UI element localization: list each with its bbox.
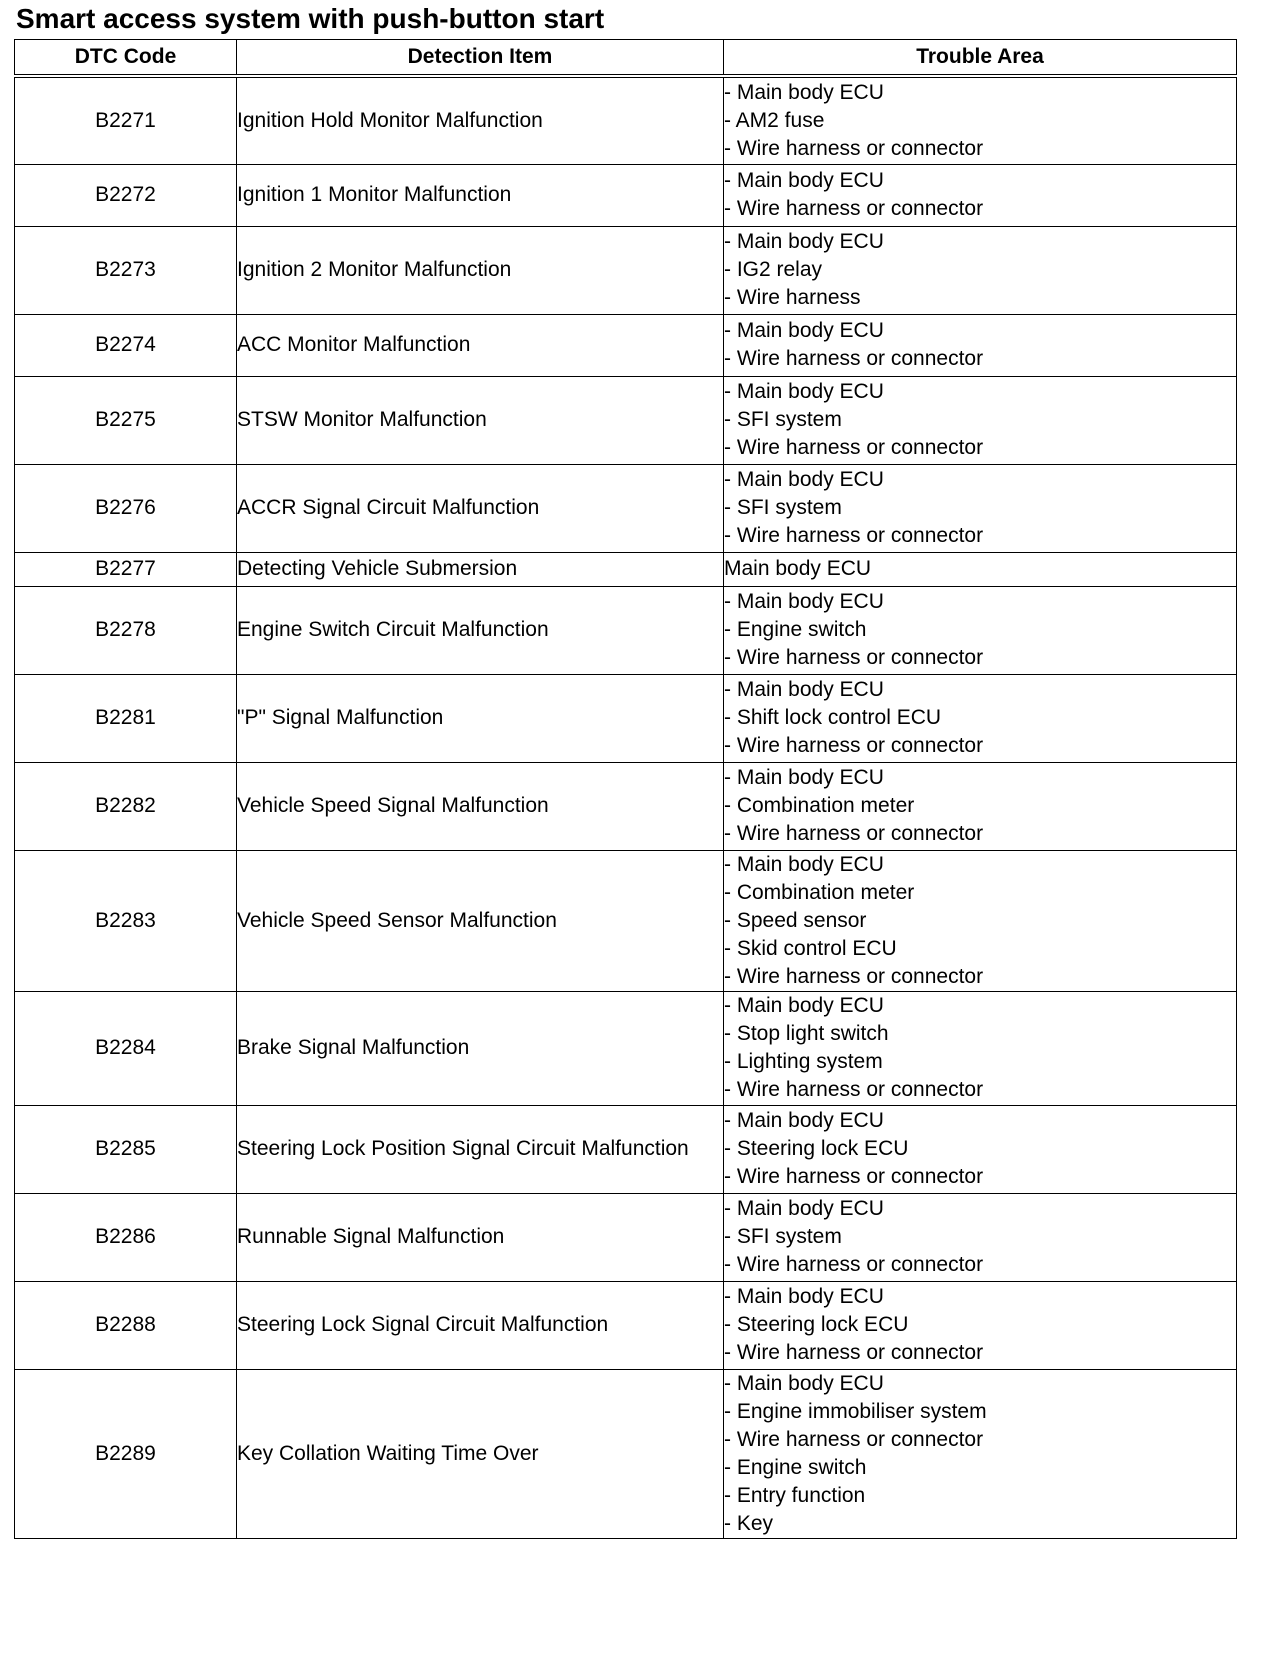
dtc-code-cell: B2271 [15, 76, 237, 164]
trouble-area-item: - SFI system [724, 496, 842, 519]
detection-item-cell: Steering Lock Position Signal Circuit Malfunction [237, 1105, 724, 1193]
trouble-area-item: - Main body ECU [724, 678, 884, 701]
trouble-area-item: - Wire harness or connector [724, 1253, 984, 1276]
detection-item-cell: ACCR Signal Circuit Malfunction [237, 464, 724, 552]
dtc-code-cell: B2278 [15, 586, 237, 674]
trouble-area-item: - Entry function [724, 1483, 866, 1507]
detection-item-cell: Ignition Hold Monitor Malfunction [237, 76, 724, 164]
detection-item-cell: Ignition 2 Monitor Malfunction [237, 226, 724, 314]
table-row [15, 552, 1237, 586]
trouble-area-item: - Wire harness or connector [724, 964, 984, 988]
table-row [15, 762, 1237, 850]
trouble-area-item: - Main body ECU [724, 766, 884, 789]
table-row [15, 76, 1237, 164]
detection-item-cell: Steering Lock Signal Circuit Malfunction [237, 1281, 724, 1369]
trouble-area-cell [724, 674, 1237, 762]
table-row [15, 1193, 1237, 1281]
trouble-area-item: - Combination meter [724, 880, 915, 904]
trouble-area-item: - Wire harness or connector [724, 1165, 984, 1188]
trouble-area-cell [724, 1369, 1237, 1538]
table-row [15, 586, 1237, 674]
trouble-area-item: - IG2 relay [724, 258, 823, 281]
trouble-area-item: - Wire harness or connector [724, 1427, 984, 1451]
detection-item-cell: ACC Monitor Malfunction [237, 314, 724, 376]
trouble-area-item: - Steering lock ECU [724, 1313, 909, 1336]
trouble-area-item: - Combination meter [724, 794, 915, 817]
trouble-area-item: - SFI system [724, 408, 842, 431]
dtc-code-cell: B2281 [15, 674, 237, 762]
trouble-area-item: - Key [724, 1511, 774, 1535]
trouble-area-item: - Main body ECU [724, 380, 884, 403]
trouble-area-item: - Skid control ECU [724, 936, 897, 960]
trouble-area-cell [724, 464, 1237, 552]
trouble-area-cell [724, 552, 1237, 586]
detection-item-cell: "P" Signal Malfunction [237, 674, 724, 762]
header-detection-item: Detection Item [237, 40, 724, 77]
trouble-area-item: - Wire harness or connector [724, 734, 984, 757]
trouble-area-cell [724, 226, 1237, 314]
trouble-area-item: - Main body ECU [724, 994, 884, 1017]
trouble-area-item: - Main body ECU [724, 1109, 884, 1132]
table-row [15, 1369, 1237, 1538]
trouble-area-cell [724, 1105, 1237, 1193]
trouble-area-list [724, 1195, 1236, 1279]
trouble-area-list [724, 676, 1236, 760]
trouble-area-item: - Engine switch [724, 1455, 867, 1479]
trouble-area-cell [724, 762, 1237, 850]
trouble-area-item: - Main body ECU [724, 1285, 884, 1308]
trouble-area-item: - Main body ECU [724, 852, 884, 876]
table-row [15, 464, 1237, 552]
trouble-area-list [724, 588, 1236, 672]
trouble-area-list [724, 555, 1236, 583]
trouble-area-item: - Wire harness [724, 286, 861, 309]
detection-item-cell: Vehicle Speed Signal Malfunction [237, 762, 724, 850]
trouble-area-item: - Wire harness or connector [724, 524, 984, 547]
trouble-area-item: - Main body ECU [724, 1371, 884, 1395]
detection-item-cell: Vehicle Speed Sensor Malfunction [237, 850, 724, 991]
trouble-area-item: - SFI system [724, 1225, 842, 1248]
header-dtc-code: DTC Code [15, 40, 237, 77]
trouble-area-cell [724, 850, 1237, 991]
trouble-area-list [724, 228, 1236, 312]
detection-item-cell: Brake Signal Malfunction [237, 991, 724, 1105]
trouble-area-list [724, 764, 1236, 848]
trouble-area-item: - Main body ECU [724, 468, 884, 491]
trouble-area-item: - Wire harness or connector [724, 1341, 984, 1364]
dtc-code-cell: B2272 [15, 164, 237, 226]
trouble-area-item: - Main body ECU [724, 1197, 884, 1220]
trouble-area-list [724, 992, 1236, 1104]
trouble-area-item: - Main body ECU [724, 319, 884, 342]
dtc-code-cell: B2275 [15, 376, 237, 464]
trouble-area-item: - Wire harness or connector [724, 822, 984, 845]
detection-item-cell: Runnable Signal Malfunction [237, 1193, 724, 1281]
table-row [15, 1281, 1237, 1369]
trouble-area-list [724, 79, 1236, 163]
trouble-area-cell [724, 1281, 1237, 1369]
table-row [15, 164, 1237, 226]
trouble-area-cell [724, 76, 1237, 164]
header-trouble-area: Trouble Area [724, 40, 1237, 77]
table-row [15, 376, 1237, 464]
trouble-area-list [724, 1283, 1236, 1367]
dtc-code-cell: B2282 [15, 762, 237, 850]
trouble-area-item: - Main body ECU [724, 80, 884, 104]
trouble-area-cell [724, 314, 1237, 376]
dtc-code-cell: B2284 [15, 991, 237, 1105]
dtc-table [14, 39, 1237, 1539]
detection-item-cell: STSW Monitor Malfunction [237, 376, 724, 464]
table-header-row [15, 40, 1237, 77]
table-row [15, 674, 1237, 762]
trouble-area-list [724, 1107, 1236, 1191]
dtc-code-cell: B2276 [15, 464, 237, 552]
dtc-code-cell: B2274 [15, 314, 237, 376]
trouble-area-item: - Stop light switch [724, 1022, 889, 1045]
dtc-code-cell: B2283 [15, 850, 237, 991]
page-title: Smart access system with push-button start [16, 3, 605, 34]
trouble-area-list [724, 317, 1236, 373]
table-body [15, 76, 1237, 1538]
dtc-code-cell: B2286 [15, 1193, 237, 1281]
trouble-area-item: Main body ECU [724, 557, 872, 580]
detection-item-cell: Key Collation Waiting Time Over [237, 1369, 724, 1538]
dtc-code-cell: B2273 [15, 226, 237, 314]
trouble-area-item: - Engine switch [724, 618, 867, 641]
trouble-area-cell [724, 586, 1237, 674]
dtc-code-cell: B2277 [15, 552, 237, 586]
trouble-area-item: - Wire harness or connector [724, 1078, 984, 1101]
trouble-area-item: - Speed sensor [724, 908, 867, 932]
trouble-area-item: - Wire harness or connector [724, 136, 984, 160]
trouble-area-item: - Main body ECU [724, 169, 884, 192]
trouble-area-cell [724, 376, 1237, 464]
table-row [15, 850, 1237, 991]
trouble-area-list [724, 1370, 1236, 1538]
trouble-area-cell [724, 1193, 1237, 1281]
trouble-area-item: - Wire harness or connector [724, 646, 984, 669]
dtc-code-cell: B2288 [15, 1281, 237, 1369]
dtc-code-cell: B2285 [15, 1105, 237, 1193]
trouble-area-item: - Wire harness or connector [724, 347, 984, 370]
table-row [15, 1105, 1237, 1193]
trouble-area-list [724, 466, 1236, 550]
trouble-area-item: - Main body ECU [724, 230, 884, 253]
trouble-area-cell [724, 164, 1237, 226]
dtc-code-cell: B2289 [15, 1369, 237, 1538]
trouble-area-list [724, 851, 1236, 991]
trouble-area-item: - Engine immobiliser system [724, 1399, 987, 1423]
trouble-area-item: - AM2 fuse [724, 108, 825, 132]
trouble-area-list [724, 167, 1236, 223]
trouble-area-item: - Main body ECU [724, 590, 884, 613]
detection-item-cell: Ignition 1 Monitor Malfunction [237, 164, 724, 226]
detection-item-cell: Detecting Vehicle Submersion [237, 552, 724, 586]
trouble-area-item: - Steering lock ECU [724, 1137, 909, 1160]
trouble-area-item: - Lighting system [724, 1050, 883, 1073]
table-row [15, 226, 1237, 314]
trouble-area-item: - Shift lock control ECU [724, 706, 942, 729]
trouble-area-item: - Wire harness or connector [724, 197, 984, 220]
table-row [15, 991, 1237, 1105]
trouble-area-list [724, 378, 1236, 462]
trouble-area-item: - Wire harness or connector [724, 436, 984, 459]
table-row [15, 314, 1237, 376]
detection-item-cell: Engine Switch Circuit Malfunction [237, 586, 724, 674]
trouble-area-cell [724, 991, 1237, 1105]
